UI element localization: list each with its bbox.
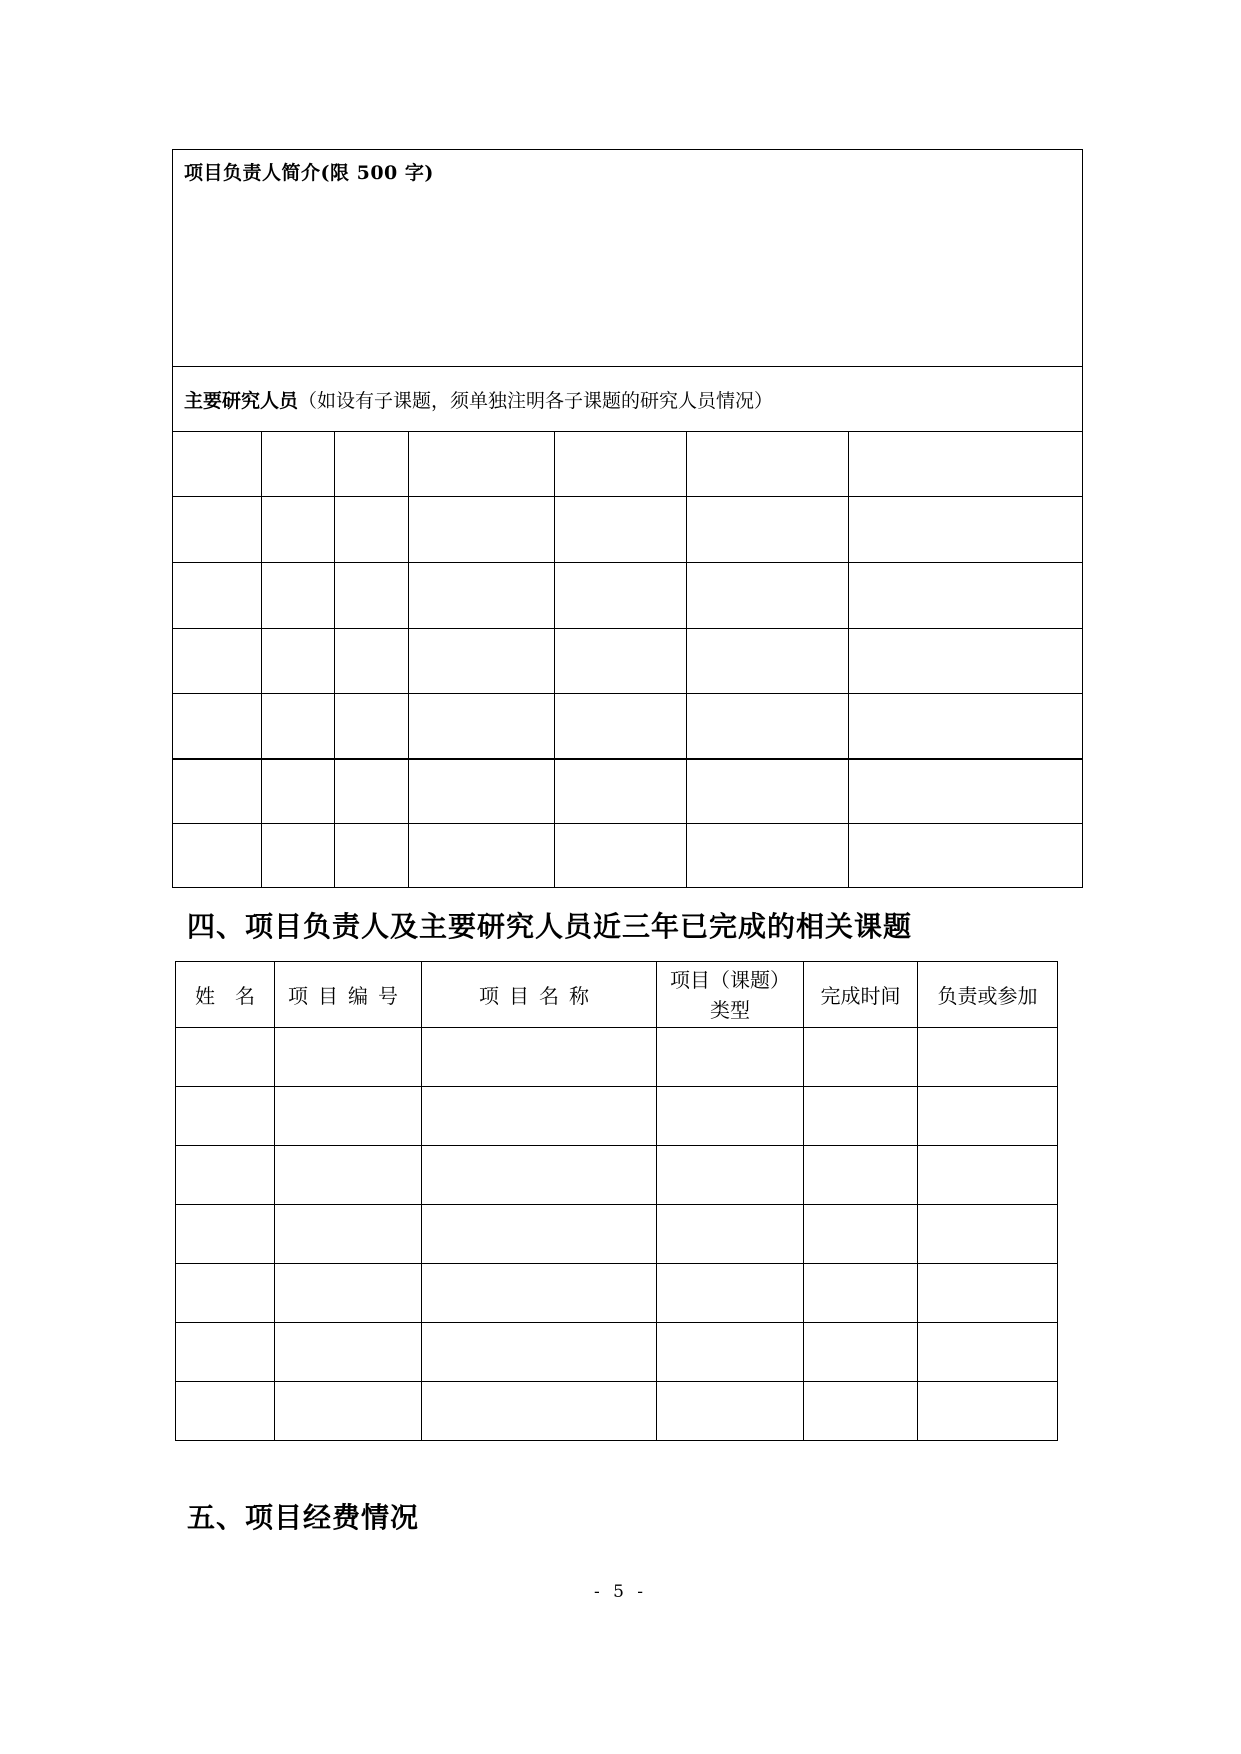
table-cell[interactable] [422, 1264, 657, 1323]
header-project-type-line1: 项目（课题） [670, 967, 790, 992]
table-cell[interactable] [657, 1205, 804, 1264]
grid-row-divider [173, 496, 1082, 497]
grid-column-divider [261, 431, 262, 887]
header-project-type [657, 962, 804, 1028]
table-cell[interactable] [918, 1323, 1058, 1382]
table-cell[interactable] [804, 1382, 918, 1441]
grid-row-divider [173, 628, 1082, 629]
grid-row-divider [173, 758, 1082, 760]
grid-column-divider [686, 431, 687, 887]
table-cell[interactable] [422, 1382, 657, 1441]
leader-intro-cell[interactable] [173, 150, 1082, 367]
table-cell[interactable] [422, 1146, 657, 1205]
table-cell[interactable] [918, 1028, 1058, 1087]
table-cell[interactable] [176, 1028, 275, 1087]
table-cell[interactable] [422, 1205, 657, 1264]
main-researchers-title: 主要研究人员 [184, 390, 299, 412]
table-cell[interactable] [657, 1323, 804, 1382]
table-cell[interactable] [804, 1205, 918, 1264]
section-5-heading: 五、项目经费情况 [187, 1501, 420, 1534]
table-cell[interactable] [275, 1382, 422, 1441]
table-row [176, 1323, 1058, 1382]
header-completion-time: 完成时间 [804, 962, 918, 1028]
table-row [176, 1205, 1058, 1264]
main-researchers-label [184, 386, 773, 413]
table-cell[interactable] [176, 1264, 275, 1323]
table-cell[interactable] [176, 1205, 275, 1264]
table-row [176, 1087, 1058, 1146]
table-cell[interactable] [176, 1146, 275, 1205]
table-cell[interactable] [422, 1028, 657, 1087]
table-cell[interactable] [918, 1205, 1058, 1264]
table-cell[interactable] [657, 1028, 804, 1087]
table-row [176, 1382, 1058, 1441]
table-cell[interactable] [275, 1028, 422, 1087]
table-cell[interactable] [657, 1382, 804, 1441]
grid-column-divider [848, 431, 849, 887]
header-project-name: 项目名称 [422, 962, 657, 1028]
table-cell[interactable] [275, 1146, 422, 1205]
header-project-type-line2: 类型 [710, 997, 750, 1022]
table-cell[interactable] [275, 1205, 422, 1264]
grid-column-divider [408, 431, 409, 887]
table-cell[interactable] [176, 1382, 275, 1441]
main-researchers-grid[interactable] [173, 431, 1082, 887]
table-cell[interactable] [918, 1264, 1058, 1323]
grid-row-divider [173, 562, 1082, 563]
grid-row-divider [173, 823, 1082, 824]
research-team-table [172, 149, 1083, 888]
grid-row-divider [173, 693, 1082, 694]
header-project-number: 项目编号 [275, 962, 422, 1028]
table-cell[interactable] [804, 1146, 918, 1205]
table-cell[interactable] [275, 1087, 422, 1146]
grid-column-divider [334, 431, 335, 887]
table-cell[interactable] [422, 1323, 657, 1382]
header-name: 姓 名 [176, 962, 275, 1028]
table-cell[interactable] [176, 1323, 275, 1382]
table-cell[interactable] [918, 1087, 1058, 1146]
table-cell[interactable] [804, 1028, 918, 1087]
table-row [176, 1264, 1058, 1323]
section-4-heading: 四、项目负责人及主要研究人员近三年已完成的相关课题 [187, 910, 913, 943]
table-cell[interactable] [918, 1146, 1058, 1205]
leader-intro-label: 项目负责人简介(限 500 字) [184, 162, 434, 184]
table-header-row [176, 962, 1058, 1028]
table-cell[interactable] [918, 1382, 1058, 1441]
main-researchers-header-cell [173, 366, 1082, 432]
table-row [176, 1146, 1058, 1205]
table-cell[interactable] [176, 1087, 275, 1146]
table-cell[interactable] [657, 1264, 804, 1323]
table-row [176, 1028, 1058, 1087]
header-role: 负责或参加 [918, 962, 1058, 1028]
page-number: - 5 - [593, 1582, 648, 1602]
table-cell[interactable] [657, 1087, 804, 1146]
table-cell[interactable] [275, 1323, 422, 1382]
grid-column-divider [554, 431, 555, 887]
table-cell[interactable] [657, 1146, 804, 1205]
table-cell[interactable] [804, 1264, 918, 1323]
table-cell[interactable] [804, 1087, 918, 1146]
completed-projects-table [175, 961, 1058, 1441]
table-cell[interactable] [422, 1087, 657, 1146]
table-cell[interactable] [804, 1323, 918, 1382]
table-cell[interactable] [275, 1264, 422, 1323]
main-researchers-note: （如设有子课题，须单独注明各子课题的研究人员情况） [298, 390, 774, 412]
